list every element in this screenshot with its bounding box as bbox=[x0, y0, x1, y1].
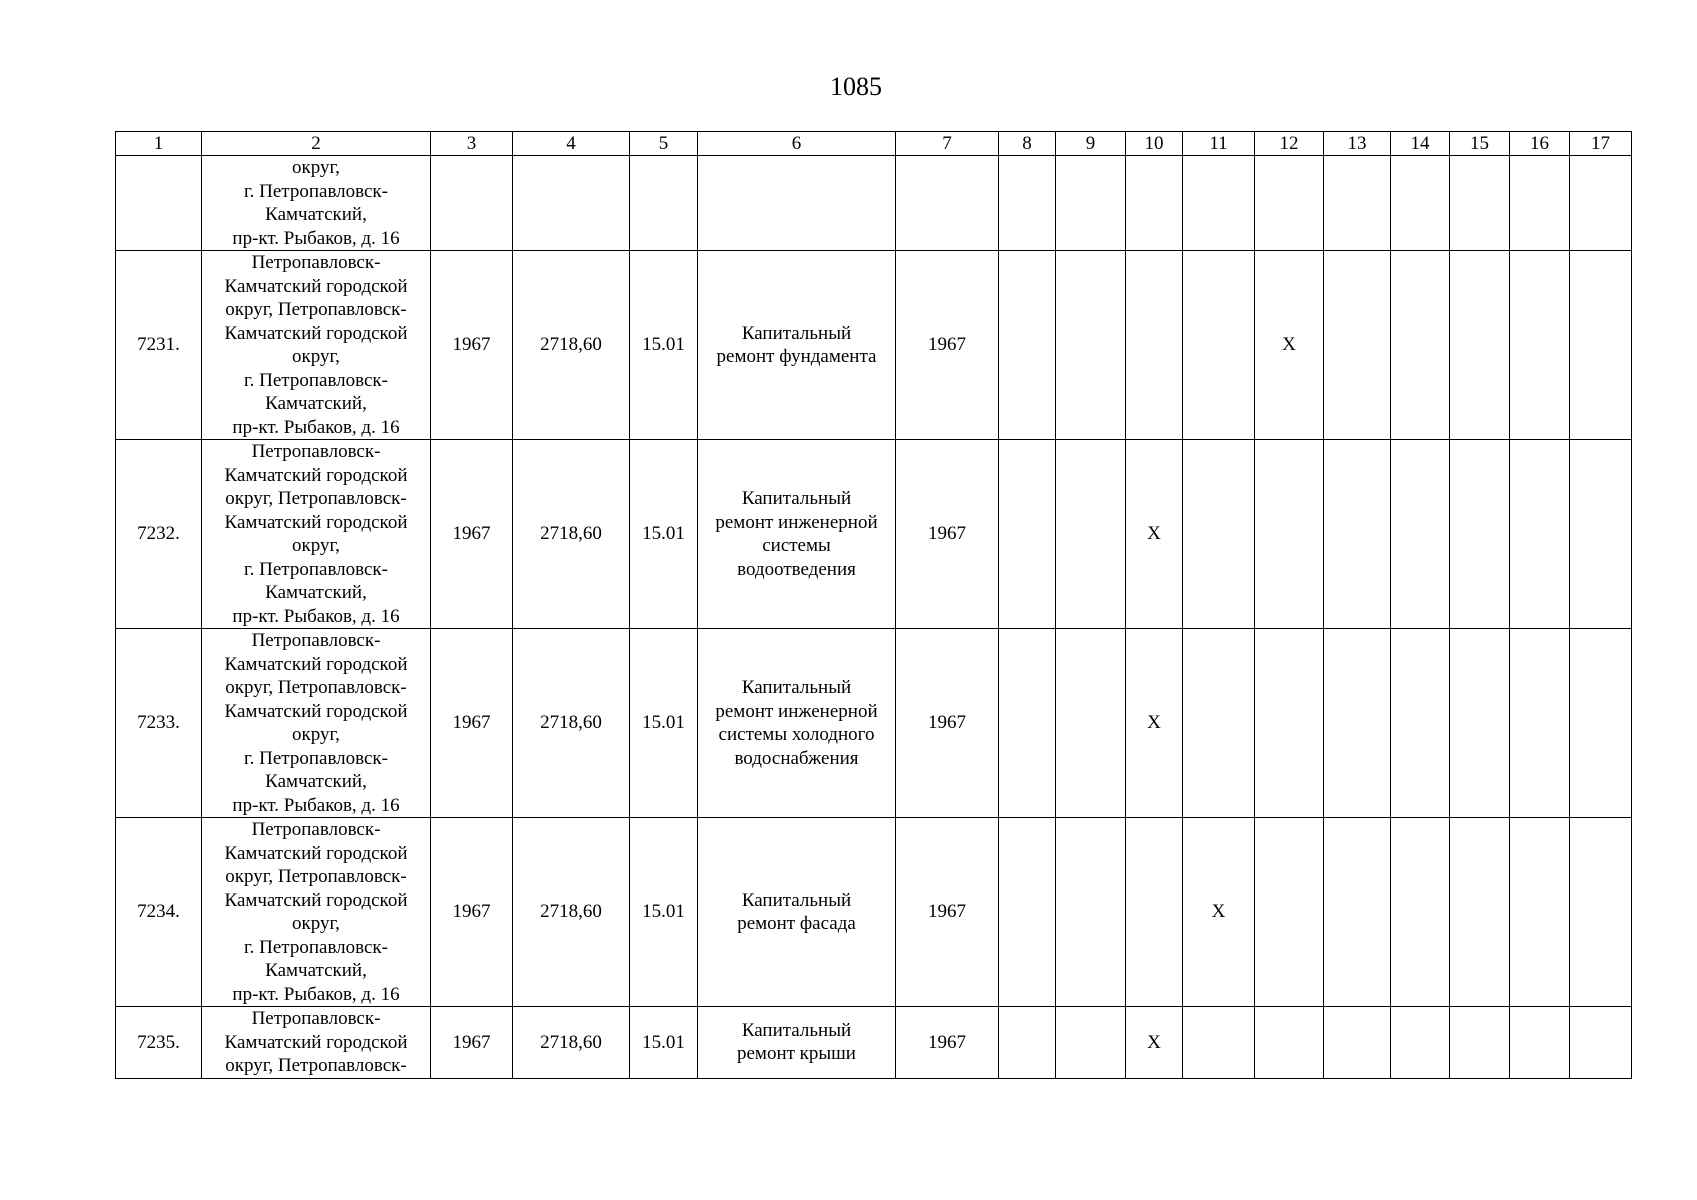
address-cell-line: Петропавловск- bbox=[251, 441, 381, 462]
year-cell bbox=[431, 156, 513, 251]
table-row bbox=[116, 251, 1632, 440]
address-cell-line: Петропавловск- bbox=[251, 252, 381, 273]
mark-cell-col-14 bbox=[1391, 156, 1450, 251]
address-cell-line: Камчатский, bbox=[265, 204, 367, 225]
column-number-16: 16 bbox=[1510, 132, 1570, 156]
address-cell-line: округ, bbox=[292, 913, 340, 934]
address-cell-line: г. Петропавловск- bbox=[244, 558, 388, 580]
address-cell-line: г. Петропавловск- bbox=[244, 936, 388, 958]
mark-cell-col-17 bbox=[1570, 629, 1632, 818]
mark-cell-col-16 bbox=[1510, 440, 1570, 629]
work-type-cell-line: Капитальный bbox=[741, 677, 852, 698]
address-cell-line: пр-кт. Рыбаков, д. 16 bbox=[232, 794, 400, 816]
address-cell-line: г. Петропавловск- bbox=[244, 369, 388, 391]
mark-cell-col-10 bbox=[1126, 251, 1183, 440]
address-cell-line: Камчатский городской bbox=[224, 275, 408, 297]
row-number-cell: 7233. bbox=[116, 629, 202, 818]
mark-cell-col-8 bbox=[999, 156, 1056, 251]
column-7-cell: 1967 bbox=[896, 629, 999, 818]
column-number-17: 17 bbox=[1570, 132, 1632, 156]
code-cell bbox=[630, 156, 698, 251]
mark-cell-col-13 bbox=[1324, 818, 1391, 1007]
address-cell-line: Камчатский, bbox=[265, 582, 367, 603]
mark-cell-col-17 bbox=[1570, 818, 1632, 1007]
address-cell-line: Петропавловск- bbox=[251, 1008, 381, 1029]
work-type-cell-line: системы bbox=[762, 535, 831, 556]
table-row bbox=[116, 629, 1632, 818]
column-7-cell: 1967 bbox=[896, 818, 999, 1007]
mark-cell-col-8 bbox=[999, 818, 1056, 1007]
mark-cell-col-16 bbox=[1510, 251, 1570, 440]
mark-cell-col-12 bbox=[1255, 818, 1324, 1007]
work-type-cell-line: ремонт крыши bbox=[737, 1043, 856, 1065]
mark-cell-col-15 bbox=[1450, 1007, 1510, 1079]
area-cell: 2718,60 bbox=[513, 251, 630, 440]
address-cell bbox=[202, 1007, 431, 1079]
work-type-cell bbox=[698, 818, 896, 1007]
address-cell-line: округ, Петропавловск- bbox=[225, 1055, 407, 1076]
repair-schedule-table bbox=[115, 131, 1632, 1079]
work-type-cell bbox=[698, 251, 896, 440]
mark-cell-col-16 bbox=[1510, 629, 1570, 818]
row-number-cell: 7234. bbox=[116, 818, 202, 1007]
mark-cell-col-11 bbox=[1183, 251, 1255, 440]
address-cell-line: Камчатский городской bbox=[224, 464, 408, 486]
mark-cell-col-14 bbox=[1391, 629, 1450, 818]
work-type-cell bbox=[698, 629, 896, 818]
address-cell-line: Камчатский, bbox=[265, 771, 367, 792]
mark-cell-col-17 bbox=[1570, 251, 1632, 440]
mark-cell-col-12 bbox=[1255, 1007, 1324, 1079]
column-number-header-row bbox=[116, 132, 1632, 156]
column-number-1: 1 bbox=[116, 132, 202, 156]
column-7-cell bbox=[896, 156, 999, 251]
address-cell-line: Камчатский городской bbox=[224, 700, 408, 722]
work-type-cell-line: водоотведения bbox=[737, 558, 856, 580]
work-type-cell bbox=[698, 1007, 896, 1079]
address-cell-line: округ, bbox=[292, 346, 340, 367]
year-cell: 1967 bbox=[431, 818, 513, 1007]
area-cell: 2718,60 bbox=[513, 1007, 630, 1079]
table-body bbox=[116, 132, 1632, 1079]
mark-cell-col-12: X bbox=[1255, 251, 1324, 440]
mark-cell-col-13 bbox=[1324, 629, 1391, 818]
mark-cell-col-11: X bbox=[1183, 818, 1255, 1007]
mark-cell-col-17 bbox=[1570, 440, 1632, 629]
work-type-cell-line: Капитальный bbox=[741, 889, 852, 911]
year-cell: 1967 bbox=[431, 440, 513, 629]
column-number-8: 8 bbox=[999, 132, 1056, 156]
mark-cell-col-13 bbox=[1324, 440, 1391, 629]
mark-cell-col-13 bbox=[1324, 1007, 1391, 1079]
year-cell: 1967 bbox=[431, 251, 513, 440]
work-type-cell-line: Капитальный bbox=[741, 322, 852, 344]
mark-cell-col-15 bbox=[1450, 156, 1510, 251]
address-cell-line: г. Петропавловск- bbox=[244, 180, 388, 202]
address-cell-line: Камчатский городской bbox=[224, 653, 408, 675]
mark-cell-col-17 bbox=[1570, 156, 1632, 251]
address-cell-line: Камчатский городской bbox=[224, 322, 408, 344]
column-number-15: 15 bbox=[1450, 132, 1510, 156]
mark-cell-col-9 bbox=[1056, 156, 1126, 251]
address-cell-line: Камчатский городской bbox=[224, 1031, 408, 1053]
address-cell-line: пр-кт. Рыбаков, д. 16 bbox=[232, 416, 400, 438]
address-cell-line: Камчатский городской bbox=[224, 842, 408, 864]
mark-cell-col-14 bbox=[1391, 440, 1450, 629]
mark-cell-col-16 bbox=[1510, 818, 1570, 1007]
address-cell-line: Петропавловск- bbox=[251, 630, 381, 651]
mark-cell-col-14 bbox=[1391, 1007, 1450, 1079]
mark-cell-col-10: X bbox=[1126, 1007, 1183, 1079]
mark-cell-col-11 bbox=[1183, 440, 1255, 629]
column-number-11: 11 bbox=[1183, 132, 1255, 156]
mark-cell-col-8 bbox=[999, 251, 1056, 440]
work-type-cell-line: ремонт инженерной bbox=[715, 700, 878, 722]
work-type-cell-line: Капитальный bbox=[741, 1019, 852, 1041]
address-cell-line: округ, Петропавловск- bbox=[225, 866, 407, 887]
address-cell-line: округ, Петропавловск- bbox=[225, 677, 407, 698]
column-number-14: 14 bbox=[1391, 132, 1450, 156]
address-cell-line: округ, bbox=[292, 157, 340, 178]
work-type-cell-line: системы холодного bbox=[718, 724, 875, 745]
mark-cell-col-12 bbox=[1255, 629, 1324, 818]
mark-cell-col-9 bbox=[1056, 251, 1126, 440]
row-number-cell: 7235. bbox=[116, 1007, 202, 1079]
address-cell-line: пр-кт. Рыбаков, д. 16 bbox=[232, 983, 400, 1005]
work-type-cell bbox=[698, 440, 896, 629]
column-number-9: 9 bbox=[1056, 132, 1126, 156]
address-cell bbox=[202, 251, 431, 440]
address-cell-line: округ, bbox=[292, 535, 340, 556]
mark-cell-col-9 bbox=[1056, 1007, 1126, 1079]
address-cell bbox=[202, 440, 431, 629]
address-cell-line: округ, bbox=[292, 724, 340, 745]
mark-cell-col-15 bbox=[1450, 818, 1510, 1007]
address-cell-line: округ, Петропавловск- bbox=[225, 299, 407, 320]
work-type-cell-line: Капитальный bbox=[741, 488, 852, 509]
address-cell-line: округ, Петропавловск- bbox=[225, 488, 407, 509]
column-number-6: 6 bbox=[698, 132, 896, 156]
column-number-13: 13 bbox=[1324, 132, 1391, 156]
table-row bbox=[116, 156, 1632, 251]
mark-cell-col-15 bbox=[1450, 629, 1510, 818]
table-row bbox=[116, 818, 1632, 1007]
code-cell: 15.01 bbox=[630, 251, 698, 440]
column-7-cell: 1967 bbox=[896, 251, 999, 440]
column-number-12: 12 bbox=[1255, 132, 1324, 156]
address-cell-line: Петропавловск- bbox=[251, 819, 381, 840]
mark-cell-col-9 bbox=[1056, 629, 1126, 818]
mark-cell-col-10: X bbox=[1126, 629, 1183, 818]
address-cell-line: г. Петропавловск- bbox=[244, 747, 388, 769]
mark-cell-col-13 bbox=[1324, 251, 1391, 440]
address-cell-line: пр-кт. Рыбаков, д. 16 bbox=[232, 605, 400, 627]
column-number-7: 7 bbox=[896, 132, 999, 156]
mark-cell-col-10 bbox=[1126, 818, 1183, 1007]
mark-cell-col-16 bbox=[1510, 156, 1570, 251]
area-cell: 2718,60 bbox=[513, 818, 630, 1007]
work-type-cell-line: водоснабжения bbox=[734, 747, 859, 769]
address-cell-line: Камчатский городской bbox=[224, 511, 408, 533]
page-number: 1085 bbox=[830, 72, 882, 101]
column-7-cell: 1967 bbox=[896, 1007, 999, 1079]
address-cell bbox=[202, 156, 431, 251]
mark-cell-col-8 bbox=[999, 629, 1056, 818]
mark-cell-col-8 bbox=[999, 1007, 1056, 1079]
column-number-2: 2 bbox=[202, 132, 431, 156]
address-cell bbox=[202, 818, 431, 1007]
code-cell: 15.01 bbox=[630, 440, 698, 629]
mark-cell-col-9 bbox=[1056, 818, 1126, 1007]
mark-cell-col-10: X bbox=[1126, 440, 1183, 629]
column-number-5: 5 bbox=[630, 132, 698, 156]
address-cell-line: пр-кт. Рыбаков, д. 16 bbox=[232, 227, 400, 249]
mark-cell-col-17 bbox=[1570, 1007, 1632, 1079]
year-cell: 1967 bbox=[431, 629, 513, 818]
area-cell bbox=[513, 156, 630, 251]
mark-cell-col-14 bbox=[1391, 251, 1450, 440]
column-number-10: 10 bbox=[1126, 132, 1183, 156]
address-cell-line: Камчатский городской bbox=[224, 889, 408, 911]
column-number-4: 4 bbox=[513, 132, 630, 156]
row-number-cell bbox=[116, 156, 202, 251]
code-cell: 15.01 bbox=[630, 818, 698, 1007]
address-cell-line: Камчатский, bbox=[265, 960, 367, 981]
row-number-cell: 7232. bbox=[116, 440, 202, 629]
mark-cell-col-13 bbox=[1324, 156, 1391, 251]
code-cell: 15.01 bbox=[630, 1007, 698, 1079]
year-cell: 1967 bbox=[431, 1007, 513, 1079]
work-type-cell-line: ремонт фундамента bbox=[716, 346, 877, 367]
mark-cell-col-15 bbox=[1450, 440, 1510, 629]
work-type-cell-line: ремонт инженерной bbox=[715, 511, 878, 533]
mark-cell-col-16 bbox=[1510, 1007, 1570, 1079]
column-7-cell: 1967 bbox=[896, 440, 999, 629]
mark-cell-col-10 bbox=[1126, 156, 1183, 251]
code-cell: 15.01 bbox=[630, 629, 698, 818]
address-cell bbox=[202, 629, 431, 818]
mark-cell-col-14 bbox=[1391, 818, 1450, 1007]
address-cell-line: Камчатский, bbox=[265, 393, 367, 414]
mark-cell-col-11 bbox=[1183, 156, 1255, 251]
mark-cell-col-11 bbox=[1183, 629, 1255, 818]
work-type-cell bbox=[698, 156, 896, 251]
mark-cell-col-15 bbox=[1450, 251, 1510, 440]
mark-cell-col-11 bbox=[1183, 1007, 1255, 1079]
area-cell: 2718,60 bbox=[513, 440, 630, 629]
mark-cell-col-8 bbox=[999, 440, 1056, 629]
table-row bbox=[116, 440, 1632, 629]
table-row bbox=[116, 1007, 1632, 1079]
mark-cell-col-9 bbox=[1056, 440, 1126, 629]
row-number-cell: 7231. bbox=[116, 251, 202, 440]
area-cell: 2718,60 bbox=[513, 629, 630, 818]
mark-cell-col-12 bbox=[1255, 440, 1324, 629]
work-type-cell-line: ремонт фасада bbox=[737, 913, 856, 934]
column-number-3: 3 bbox=[431, 132, 513, 156]
mark-cell-col-12 bbox=[1255, 156, 1324, 251]
